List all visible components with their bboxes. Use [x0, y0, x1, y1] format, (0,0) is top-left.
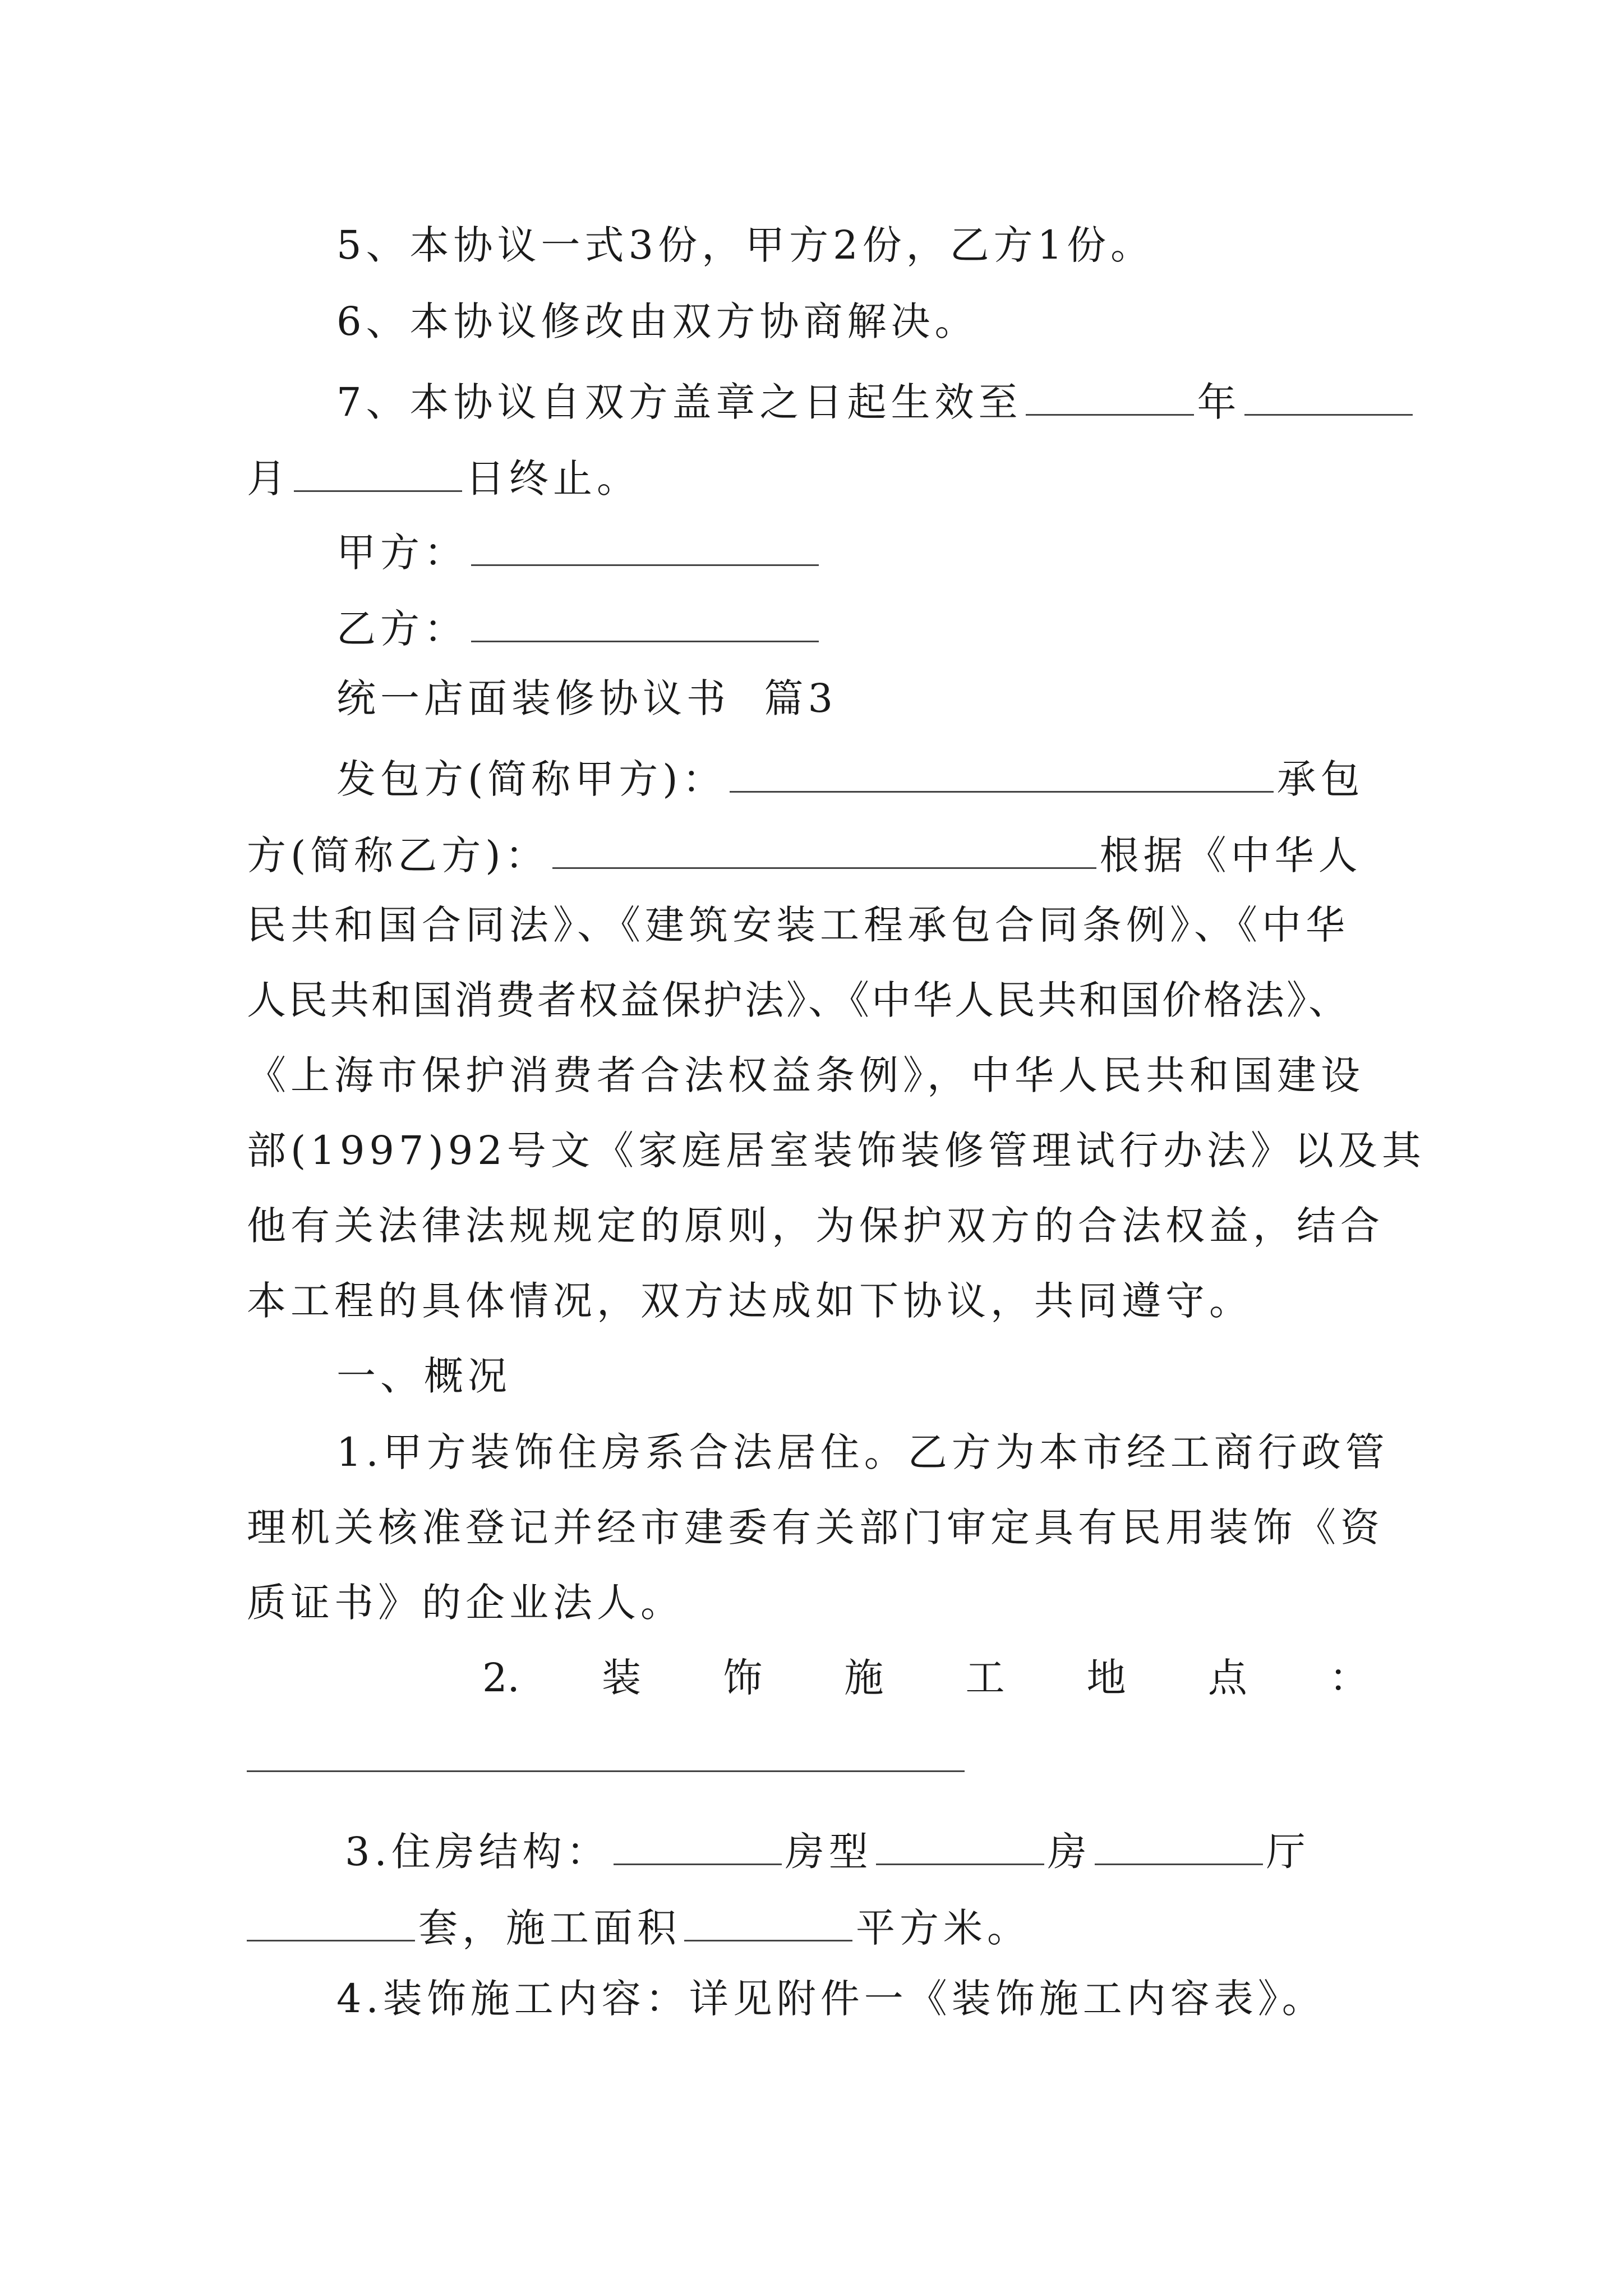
end-text: 日终止。	[465, 455, 640, 501]
year-label: 年	[1197, 379, 1241, 425]
contractor-line-2	[247, 830, 1362, 878]
overview-item-1: 1.甲方装饰住房系合法居住。乙方为本市经工商行政管	[336, 1429, 1389, 1475]
contractor-blank	[552, 830, 1096, 869]
month-label: 月	[247, 455, 291, 501]
item-2-part: 点	[1207, 1655, 1247, 1701]
overview-item-1-cont: 质证书》的企业法人。	[247, 1580, 684, 1626]
party-b-blank	[471, 604, 819, 642]
blank-year	[1026, 377, 1194, 416]
paragraph-line: 本工程的具体情况，双方达成如下协议，共同遵守。	[247, 1278, 1253, 1324]
basis-text: 根据《中华人	[1099, 832, 1362, 878]
area-unit: 平方米。	[856, 1905, 1031, 1951]
item-2-part: 2.	[482, 1655, 520, 1701]
item-2-part: 施	[844, 1655, 884, 1701]
clause-7-continued	[247, 453, 640, 501]
section-heading: 统一店面装修协议书 篇3	[336, 675, 838, 721]
structure-label: 3.住房结构：	[345, 1829, 610, 1875]
section-overview: 一、概况	[336, 1353, 511, 1399]
paragraph-line: 民共和国合同法》、《建筑安装工程承包合同条例》、《中华	[247, 902, 1349, 948]
item-2-part: 饰	[723, 1655, 763, 1701]
clause-7	[336, 377, 1416, 425]
paragraph-line: 人民共和国消费者权益保护法》、《中华人民共和国价格法》、	[247, 977, 1350, 1023]
clause-6: 6、本协议修改由双方协商解决。	[336, 298, 979, 344]
layout-label: 房型	[785, 1829, 873, 1875]
party-a-blank	[471, 527, 819, 566]
blank-unit	[247, 1903, 415, 1941]
area-label: 套，施工面积	[418, 1905, 681, 1951]
item-2-part: 地	[1086, 1655, 1126, 1701]
blank-room	[1095, 1826, 1263, 1865]
blank-structure	[614, 1826, 782, 1865]
party-b-line	[336, 604, 822, 652]
blank-layout	[876, 1826, 1044, 1865]
clause-7-text: 7、本协议自双方盖章之日起生效至	[336, 379, 1022, 425]
employer-blank	[730, 754, 1274, 793]
overview-item-3-cont	[247, 1903, 1031, 1951]
overview-item-3	[345, 1826, 1310, 1875]
contractor-line-1	[336, 754, 1364, 802]
party-a-label: 甲方：	[336, 530, 468, 576]
contractor-label-end: 方(简称乙方)：	[247, 832, 549, 878]
paragraph-line: 《上海市保护消费者合法权益条例》，中华人民共和国建设	[247, 1052, 1364, 1098]
party-a-line	[336, 527, 822, 576]
blank-month	[1244, 377, 1413, 416]
paragraph-line: 他有关法律法规规定的原则，为保护双方的合法权益，结合	[247, 1203, 1384, 1249]
room-label: 房	[1047, 1829, 1091, 1875]
hall-label: 厅	[1266, 1829, 1310, 1875]
clause-5: 5、本协议一式3份，甲方2份，乙方1份。	[336, 222, 1155, 268]
overview-item-4: 4.装饰施工内容：详见附件一《装饰施工内容表》。	[336, 1976, 1326, 2022]
overview-item-2	[482, 1655, 1368, 1701]
item-2-part: ：	[1329, 1655, 1368, 1701]
item-2-part: 装	[601, 1655, 641, 1701]
blank-area	[684, 1903, 852, 1941]
blank-day	[294, 453, 462, 492]
contractor-label-start: 承包	[1276, 756, 1364, 802]
item-2-part: 工	[965, 1655, 1005, 1701]
party-b-label: 乙方：	[336, 606, 468, 652]
employer-label: 发包方(简称甲方)：	[336, 756, 726, 802]
address-blank	[247, 1770, 965, 1772]
overview-item-1-cont: 理机关核准登记并经市建委有关部门审定具有民用装饰《资	[247, 1504, 1384, 1550]
paragraph-line: 部(1997)92号文《家庭居室装饰装修管理试行办法》以及其	[247, 1128, 1426, 1174]
